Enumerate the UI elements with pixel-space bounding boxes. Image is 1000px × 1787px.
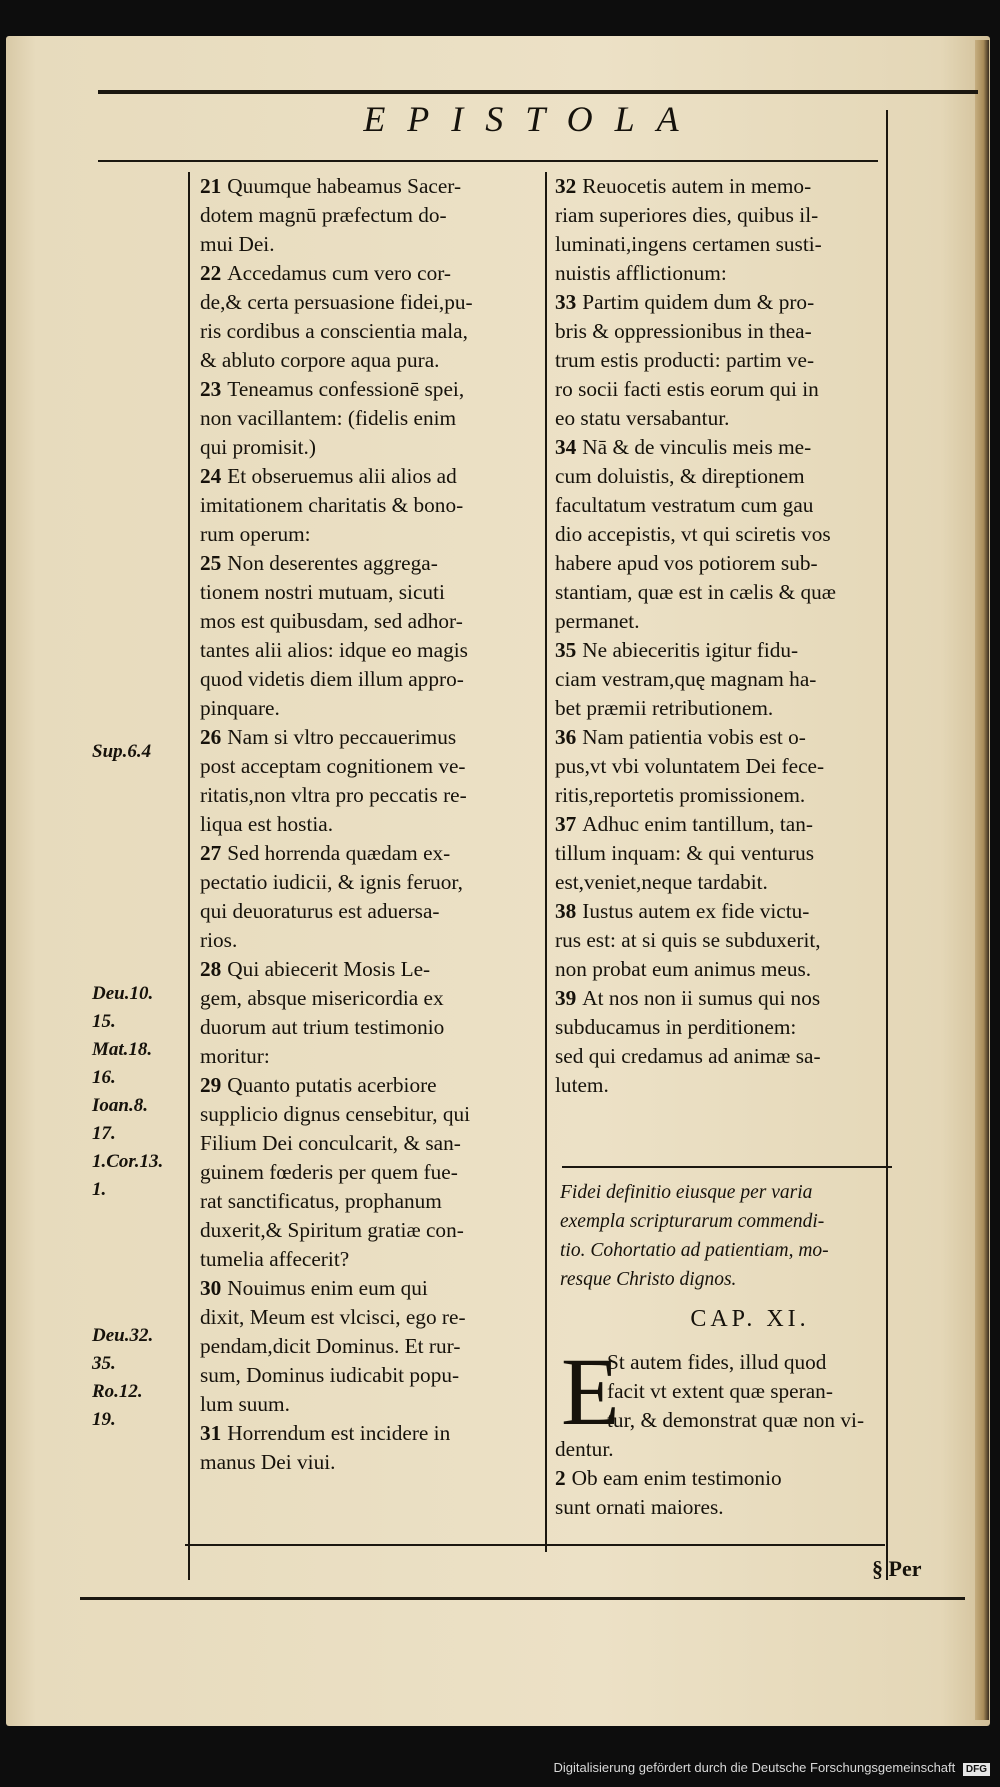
line-text: pectatio iudicii, & ignis feruor, bbox=[200, 870, 463, 894]
line-text: Nam si vltro peccauerimus bbox=[227, 725, 457, 749]
text-line bbox=[200, 578, 538, 607]
text-line bbox=[555, 752, 885, 781]
line-text: sunt ornati maiores. bbox=[555, 1495, 724, 1519]
verse-number: 2 bbox=[555, 1466, 566, 1490]
verse-number: 21 bbox=[200, 174, 222, 198]
verse-number: 25 bbox=[200, 551, 222, 575]
margin-reference: 15. bbox=[92, 1011, 116, 1032]
text-line bbox=[555, 955, 885, 984]
line-text: Ne abieceritis igitur fidu- bbox=[582, 638, 799, 662]
text-line bbox=[200, 1013, 538, 1042]
text-line bbox=[200, 694, 538, 723]
line-text: facit vt extent quæ speran- bbox=[607, 1379, 833, 1403]
text-line bbox=[200, 317, 538, 346]
verse-number: 30 bbox=[200, 1276, 222, 1300]
text-line bbox=[200, 1419, 538, 1448]
verse-number: 37 bbox=[555, 812, 577, 836]
line-text: gem, absque misericordia ex bbox=[200, 986, 444, 1010]
line-text: sum, Dominus iudicabit popu- bbox=[200, 1363, 460, 1387]
line-text: tur, & demonstrat quæ non vi- bbox=[607, 1408, 865, 1432]
text-line bbox=[200, 1042, 538, 1071]
verse-number: 35 bbox=[555, 638, 577, 662]
text-line bbox=[200, 549, 538, 578]
line-text: Iustus autem ex fide victu- bbox=[582, 899, 810, 923]
page-edge bbox=[975, 40, 989, 1720]
line-text: duorum aut trium testimonio bbox=[200, 1015, 445, 1039]
dfg-logo: DFG bbox=[963, 1763, 990, 1776]
text-line bbox=[200, 1390, 538, 1419]
verse-number: 22 bbox=[200, 261, 222, 285]
verse-number: 28 bbox=[200, 957, 222, 981]
digitization-footer bbox=[0, 1760, 990, 1776]
text-line bbox=[555, 462, 885, 491]
line-text: rum operum: bbox=[200, 522, 311, 546]
line-text: Quanto putatis acerbiore bbox=[227, 1073, 437, 1097]
margin-reference: 1. bbox=[92, 1179, 107, 1200]
verse-number: 33 bbox=[555, 290, 577, 314]
text-line bbox=[200, 665, 538, 694]
text-line bbox=[555, 259, 885, 288]
summary-line: Fidei definitio eiusque per varia bbox=[560, 1182, 813, 1203]
line-text: Ob eam enim testimonio bbox=[571, 1466, 782, 1490]
margin-reference: 17. bbox=[92, 1123, 116, 1144]
margin-reference: Deu.10. bbox=[92, 983, 154, 1004]
verse-number: 27 bbox=[200, 841, 222, 865]
text-line bbox=[200, 1448, 538, 1477]
text-line bbox=[555, 926, 885, 955]
summary-line: exempla scripturarum commendi- bbox=[560, 1211, 825, 1232]
text-line bbox=[200, 607, 538, 636]
line-text: tionem nostri mutuam, sicuti bbox=[200, 580, 445, 604]
verse-number: 26 bbox=[200, 725, 222, 749]
text-line bbox=[555, 1377, 885, 1406]
line-text: riam superiores dies, quibus il- bbox=[555, 203, 819, 227]
summary-top-rule bbox=[562, 1166, 892, 1168]
margin-reference: 19. bbox=[92, 1409, 116, 1430]
text-line bbox=[200, 897, 538, 926]
line-text: subducamus in perditionem: bbox=[555, 1015, 797, 1039]
line-text: non probat eum animus meus. bbox=[555, 957, 812, 981]
text-line bbox=[555, 1013, 885, 1042]
right-border bbox=[886, 110, 888, 1580]
line-text: bris & oppressionibus in thea- bbox=[555, 319, 812, 343]
line-text: habere apud vos potiorem sub- bbox=[555, 551, 818, 575]
text-line bbox=[555, 897, 885, 926]
line-text: dio accepistis, vt qui sciretis vos bbox=[555, 522, 831, 546]
left-text-column bbox=[200, 172, 538, 1477]
line-text: Sed horrenda quædam ex- bbox=[227, 841, 451, 865]
text-line bbox=[200, 491, 538, 520]
line-text: At nos non ii sumus qui nos bbox=[582, 986, 821, 1010]
header-rule bbox=[98, 160, 878, 162]
text-line bbox=[555, 172, 885, 201]
verse-number: 23 bbox=[200, 377, 222, 401]
line-text: tantes alii alios: idque eo magis bbox=[200, 638, 468, 662]
text-line bbox=[200, 810, 538, 839]
text-line bbox=[555, 375, 885, 404]
text-line bbox=[555, 694, 885, 723]
line-text: duxerit,& Spiritum gratiæ con- bbox=[200, 1218, 464, 1242]
text-line bbox=[200, 201, 538, 230]
margin-reference: Ioan.8. bbox=[92, 1095, 148, 1116]
margin-reference: Deu.32. bbox=[92, 1325, 154, 1346]
text-line bbox=[200, 1100, 538, 1129]
text-line bbox=[200, 1216, 538, 1245]
text-line bbox=[200, 462, 538, 491]
drop-capital: E bbox=[561, 1338, 620, 1445]
line-text: ro socii facti estis eorum qui in bbox=[555, 377, 819, 401]
top-rule bbox=[98, 90, 978, 94]
margin-reference: Ro.12. bbox=[92, 1381, 143, 1402]
chapter-summary bbox=[560, 1178, 940, 1294]
text-line bbox=[200, 984, 538, 1013]
line-text: Nam patientia vobis est o- bbox=[582, 725, 806, 749]
line-text: pinquare. bbox=[200, 696, 280, 720]
text-line bbox=[200, 346, 538, 375]
summary-line: resque Christo dignos. bbox=[560, 1269, 737, 1290]
text-line bbox=[555, 317, 885, 346]
text-line bbox=[555, 404, 885, 433]
line-text: rus est: at si quis se subduxerit, bbox=[555, 928, 821, 952]
text-line bbox=[200, 230, 538, 259]
text-line bbox=[555, 781, 885, 810]
text-line bbox=[555, 433, 885, 462]
line-text: est,veniet,neque tardabit. bbox=[555, 870, 768, 894]
line-text: Non deserentes aggrega- bbox=[227, 551, 438, 575]
verse-number: 38 bbox=[555, 899, 577, 923]
text-line bbox=[555, 665, 885, 694]
text-line bbox=[200, 259, 538, 288]
line-text: Horrendum est incidere in bbox=[227, 1421, 451, 1445]
footer-text: Digitalisierung gefördert durch die Deutsche Forschungsgemeinschaft bbox=[553, 1760, 956, 1775]
text-line bbox=[200, 1361, 538, 1390]
line-text: Partim quidem dum & pro- bbox=[582, 290, 815, 314]
line-text: Accedamus cum vero cor- bbox=[227, 261, 451, 285]
text-line bbox=[555, 201, 885, 230]
line-text: qui deuoraturus est aduersa- bbox=[200, 899, 440, 923]
line-text: tumelia affecerit? bbox=[200, 1247, 350, 1271]
line-text: eo statu versabantur. bbox=[555, 406, 730, 430]
line-text: rios. bbox=[200, 928, 238, 952]
summary-line: tio. Cohortatio ad patientiam, mo- bbox=[560, 1240, 829, 1261]
text-line bbox=[555, 1493, 885, 1522]
line-text: facultatum vestratum cum gau bbox=[555, 493, 814, 517]
column-divider bbox=[545, 172, 547, 1552]
text-line bbox=[555, 984, 885, 1013]
bottom-rule bbox=[185, 1544, 885, 1546]
text-line bbox=[555, 288, 885, 317]
line-text: ciam vestram,quę magnam ha- bbox=[555, 667, 817, 691]
line-text: moritur: bbox=[200, 1044, 270, 1068]
margin-reference: Mat.18. bbox=[92, 1039, 153, 1060]
text-line bbox=[200, 1332, 538, 1361]
line-text: cum doluistis, & direptionem bbox=[555, 464, 805, 488]
text-line bbox=[200, 1158, 538, 1187]
line-text: guinem fœderis per quem fue- bbox=[200, 1160, 458, 1184]
text-line bbox=[200, 1071, 538, 1100]
text-line bbox=[555, 723, 885, 752]
catchword: § Per bbox=[872, 1556, 922, 1581]
text-line bbox=[200, 404, 538, 433]
line-text: Filium Dei conculcarit, & san- bbox=[200, 1131, 461, 1155]
line-text: Nā & de vinculis meis me- bbox=[582, 435, 812, 459]
line-text: lutem. bbox=[555, 1073, 609, 1097]
text-line bbox=[200, 1303, 538, 1332]
line-text: pus,vt vbi voluntatem Dei fece- bbox=[555, 754, 825, 778]
text-line bbox=[555, 1071, 885, 1100]
text-line bbox=[555, 1348, 885, 1377]
line-text: Qui abiecerit Mosis Le- bbox=[227, 957, 431, 981]
verse-number: 39 bbox=[555, 986, 577, 1010]
text-line bbox=[555, 491, 885, 520]
text-line bbox=[555, 230, 885, 259]
text-line bbox=[555, 578, 885, 607]
line-text: Adhuc enim tantillum, tan- bbox=[582, 812, 813, 836]
line-text: ritis,reportetis promissionem. bbox=[555, 783, 806, 807]
text-line bbox=[200, 723, 538, 752]
line-text: pendam,dicit Dominus. Et rur- bbox=[200, 1334, 461, 1358]
text-line bbox=[200, 636, 538, 665]
line-text: sed qui credamus ad animæ sa- bbox=[555, 1044, 821, 1068]
text-line bbox=[555, 520, 885, 549]
line-text: tillum inquam: & qui venturus bbox=[555, 841, 815, 865]
line-text: quod videtis diem illum appro- bbox=[200, 667, 464, 691]
running-header: EPISTOLA bbox=[363, 99, 701, 139]
text-line bbox=[200, 375, 538, 404]
text-line bbox=[555, 1464, 885, 1493]
text-line bbox=[555, 1406, 885, 1435]
right-text-column bbox=[555, 172, 885, 1100]
text-line bbox=[200, 433, 538, 462]
line-text: & abluto corpore aqua pura. bbox=[200, 348, 440, 372]
line-text: Nouimus enim eum qui bbox=[227, 1276, 428, 1300]
line-text: Teneamus confessionē spei, bbox=[227, 377, 465, 401]
text-line bbox=[555, 839, 885, 868]
line-text: permanet. bbox=[555, 609, 640, 633]
line-text: ritatis,non vltra pro peccatis re- bbox=[200, 783, 467, 807]
margin-reference: 35. bbox=[92, 1353, 116, 1374]
text-line bbox=[200, 781, 538, 810]
line-text: mos est quibusdam, sed adhor- bbox=[200, 609, 463, 633]
line-text: bet præmii retributionem. bbox=[555, 696, 774, 720]
line-text: dotem magnū præfectum do- bbox=[200, 203, 447, 227]
line-text: supplicio dignus censebitur, qui bbox=[200, 1102, 471, 1126]
left-border bbox=[188, 172, 190, 1580]
text-line bbox=[555, 607, 885, 636]
text-line bbox=[555, 868, 885, 897]
text-line bbox=[555, 346, 885, 375]
text-line bbox=[555, 1435, 885, 1464]
line-text: imitationem charitatis & bono- bbox=[200, 493, 464, 517]
line-text: luminati,ingens certamen susti- bbox=[555, 232, 822, 256]
text-line bbox=[200, 868, 538, 897]
line-text: qui promisit.) bbox=[200, 435, 316, 459]
text-line bbox=[200, 172, 538, 201]
text-line bbox=[555, 810, 885, 839]
text-line bbox=[555, 1042, 885, 1071]
text-line bbox=[200, 1274, 538, 1303]
chapter-text bbox=[555, 1348, 885, 1522]
verse-number: 24 bbox=[200, 464, 222, 488]
verse-number: 34 bbox=[555, 435, 577, 459]
text-line bbox=[200, 1129, 538, 1158]
line-text: nuistis afflictionum: bbox=[555, 261, 727, 285]
line-text: trum estis producti: partim ve- bbox=[555, 348, 815, 372]
chapter-heading: CAP. XI. bbox=[690, 1306, 810, 1332]
line-text: Et obseruemus alii alios ad bbox=[227, 464, 457, 488]
margin-reference: 1.Cor.13. bbox=[92, 1151, 164, 1172]
verse-number: 32 bbox=[555, 174, 577, 198]
text-line bbox=[200, 1187, 538, 1216]
line-text: liqua est hostia. bbox=[200, 812, 334, 836]
text-line bbox=[200, 839, 538, 868]
text-line bbox=[555, 549, 885, 578]
margin-reference: Sup.6.4 bbox=[92, 741, 152, 762]
line-text: non vacillantem: (fidelis enim bbox=[200, 406, 457, 430]
verse-number: 29 bbox=[200, 1073, 222, 1097]
line-text: post acceptam cognitionem ve- bbox=[200, 754, 466, 778]
text-line bbox=[200, 1245, 538, 1274]
line-text: ris cordibus a conscientia mala, bbox=[200, 319, 468, 343]
text-line bbox=[200, 520, 538, 549]
text-line bbox=[200, 955, 538, 984]
line-text: Quumque habeamus Sacer- bbox=[227, 174, 462, 198]
line-text: St autem fides, illud quod bbox=[607, 1350, 827, 1374]
page-bottom-rule bbox=[80, 1597, 965, 1600]
line-text: dentur. bbox=[555, 1437, 614, 1461]
line-text: de,& certa persuasione fidei,pu- bbox=[200, 290, 473, 314]
line-text: rat sanctificatus, prophanum bbox=[200, 1189, 442, 1213]
text-line bbox=[555, 636, 885, 665]
line-text: mui Dei. bbox=[200, 232, 275, 256]
line-text: dixit, Meum est vlcisci, ego re- bbox=[200, 1305, 466, 1329]
margin-reference: 16. bbox=[92, 1067, 116, 1088]
verse-number: 36 bbox=[555, 725, 577, 749]
text-line bbox=[200, 288, 538, 317]
line-text: lum suum. bbox=[200, 1392, 290, 1416]
line-text: stantiam, quæ est in cælis & quæ bbox=[555, 580, 836, 604]
line-text: manus Dei viui. bbox=[200, 1450, 336, 1474]
text-line bbox=[200, 752, 538, 781]
line-text: Reuocetis autem in memo- bbox=[582, 174, 812, 198]
text-line bbox=[200, 926, 538, 955]
verse-number: 31 bbox=[200, 1421, 222, 1445]
